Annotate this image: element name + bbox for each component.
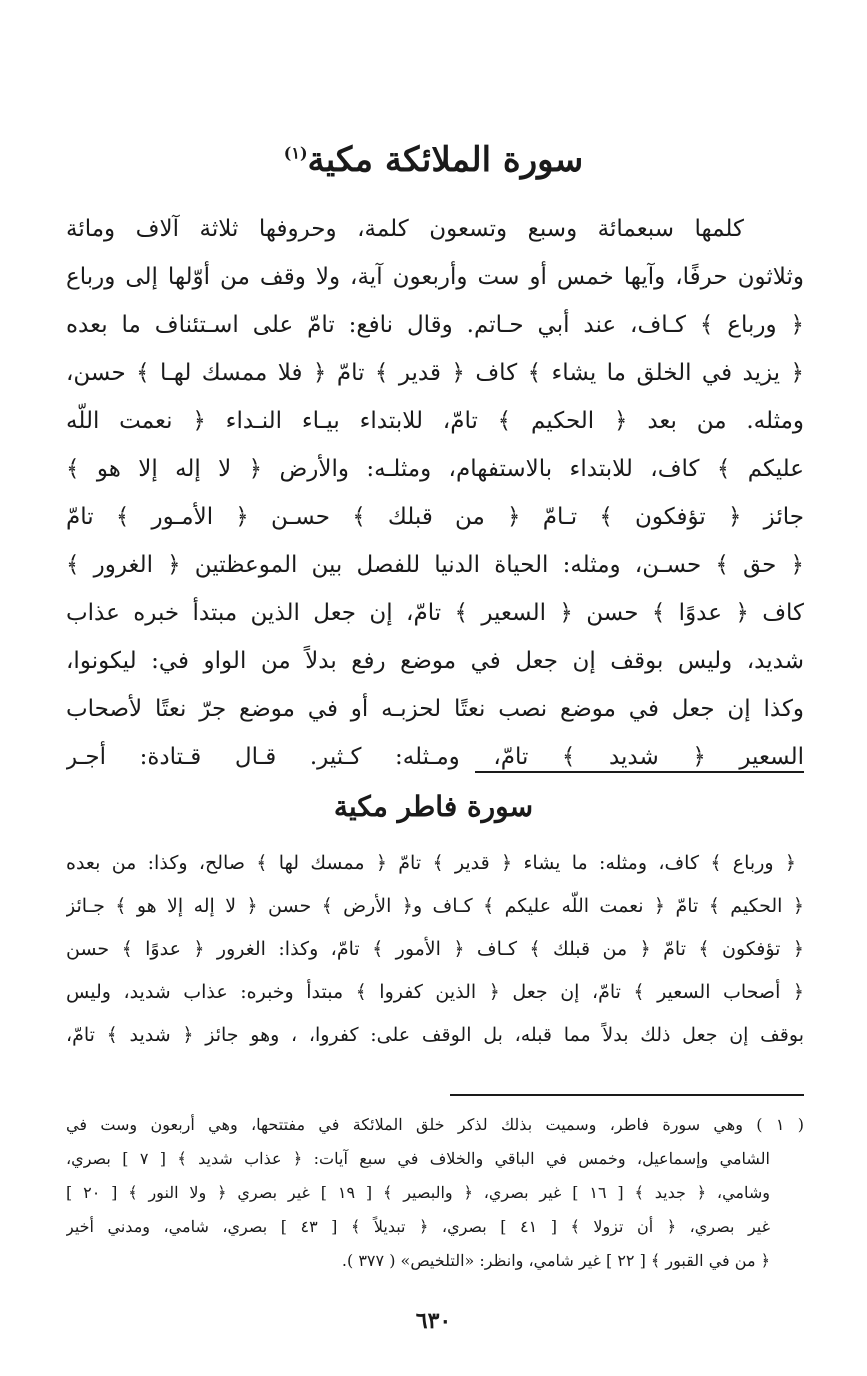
- main-line: وثلاثون حرفًا، وآيها خمس أو ست وأربعون آية، ولا وقف من أوّلها إلى ورباع: [66, 264, 804, 290]
- section-divider: [475, 771, 804, 773]
- footnote-marker: (١): [283, 143, 308, 163]
- footnote-line: ﴿ من في القبور ﴾ [ ٢٢ ] غير شامي، وانظر: «التلخيص» ( ٣٧٧ ).: [341, 1251, 770, 1270]
- main-line: ومثله. من بعد ﴿ الحكيم ﴾ تامّ، للابتداء بيـاء النـداء ﴿ نعمت اللّه: [66, 408, 804, 434]
- secondary-line: بوقف إن جعل ذلك بدلاً مما قبله، بل الوقف على: كفروا، ، وهو جائز ﴿ شديد ﴾ تامّ،: [66, 1024, 804, 1046]
- secondary-line: ﴿ أصحاب السعير ﴾ تامّ، إن جعل ﴿ الذين كفروا ﴾ مبتدأ وخبره: عذاب شديد، وليس: [66, 981, 804, 1003]
- main-line: شديد، وليس بوقف إن جعل في موضع رفع بدلاً من الواو في: ليكونوا،: [66, 648, 804, 674]
- footnote-divider: [450, 1094, 804, 1096]
- secondary-text: [66, 842, 804, 1057]
- footnotes: [66, 1108, 804, 1278]
- main-line: وكذا إن جعل في موضع نصب نعتًا لحزبـه أو في موضع جرّ نعتًا لأصحاب: [66, 696, 804, 722]
- section-title: سورة فاطر مكية: [333, 790, 534, 823]
- page-number: ٦٣٠: [415, 1308, 452, 1334]
- main-line: كلمها سبعمائة وسبع وتسعون كلمة، وحروفها ثلاثة آلاف ومائة: [66, 216, 744, 242]
- main-line: ﴿ ورباع ﴾ كـاف، عند أبي حـاتم. وقال نافع: تامّ على اسـتئناف ما بعده: [66, 312, 804, 338]
- page-title: [0, 140, 867, 180]
- footnote-line: الشامي وإسماعيل، وخمس في الباقي والخلاف في سبع آيات: ﴿ عذاب شديد ﴾ [ ٧ ] بصري،: [66, 1149, 770, 1168]
- footnote-line: ( ١ ) وهي سورة فاطر، وسميت بذلك لذكر خلق الملائكة في مفتتحها، وهي أربعون وست في: [66, 1115, 804, 1134]
- secondary-line: ﴿ ورباع ﴾ كاف، ومثله: ما يشاء ﴿ قدير ﴾ تامّ ﴿ ممسك لها ﴾ صالح، وكذا: من بعده: [66, 852, 796, 874]
- main-line: السعير ﴿ شديد ﴾ تامّ، ومـثله: كـثير. قـال قـتادة: أجـر: [66, 744, 804, 770]
- main-text: [66, 205, 804, 781]
- secondary-line: ﴿ الحكيم ﴾ تامّ ﴿ نعمت اللّه عليكم ﴾ كـاف و﴿ الأرض ﴾ حسن ﴿ لا إله إلا هو ﴾ جـائز: [66, 895, 804, 917]
- main-line: كاف ﴿ عدوًا ﴾ حسن ﴿ السعير ﴾ تامّ، إن جعل الذين مبتدأ خبره عذاب: [66, 600, 804, 626]
- main-line: ﴿ يزيد في الخلق ما يشاء ﴾ كاف ﴿ قدير ﴾ تامّ ﴿ فلا ممسك لهـا ﴾ حسن،: [66, 360, 804, 386]
- main-line: جائز ﴿ تؤفكون ﴾ تـامّ ﴿ من قبلك ﴾ حسـن ﴿ الأمـور ﴾ تامّ: [66, 504, 804, 530]
- main-line: ﴿ حق ﴾ حسـن، ومثله: الحياة الدنيا للفصل بين الموعظتين ﴿ الغرور ﴾: [66, 552, 804, 578]
- footnote-line: غير بصري، ﴿ أن تزولا ﴾ [ ٤١ ] بصري، ﴿ تبديلاً ﴾ [ ٤٣ ] بصري، شامي، ومدني أخير: [66, 1217, 771, 1236]
- footnote-line: وشامي، ﴿ جديد ﴾ [ ١٦ ] غير بصري، ﴿ والبصير ﴾ [ ١٩ ] غير بصري ﴿ ولا النور ﴾ [ ٢٠ ]: [66, 1183, 771, 1202]
- secondary-line: ﴿ تؤفكون ﴾ تامّ ﴿ من قبلك ﴾ كـاف ﴿ الأمور ﴾ تامّ، وكذا: الغرور ﴿ عدوًا ﴾ حسن: [66, 938, 804, 960]
- title-text: سورة الملائكة مكية: [307, 140, 584, 180]
- main-line: عليكم ﴾ كاف، للابتداء بالاستفهام، ومثلـه: والأرض ﴿ لا إله إلا هو ﴾: [66, 456, 804, 482]
